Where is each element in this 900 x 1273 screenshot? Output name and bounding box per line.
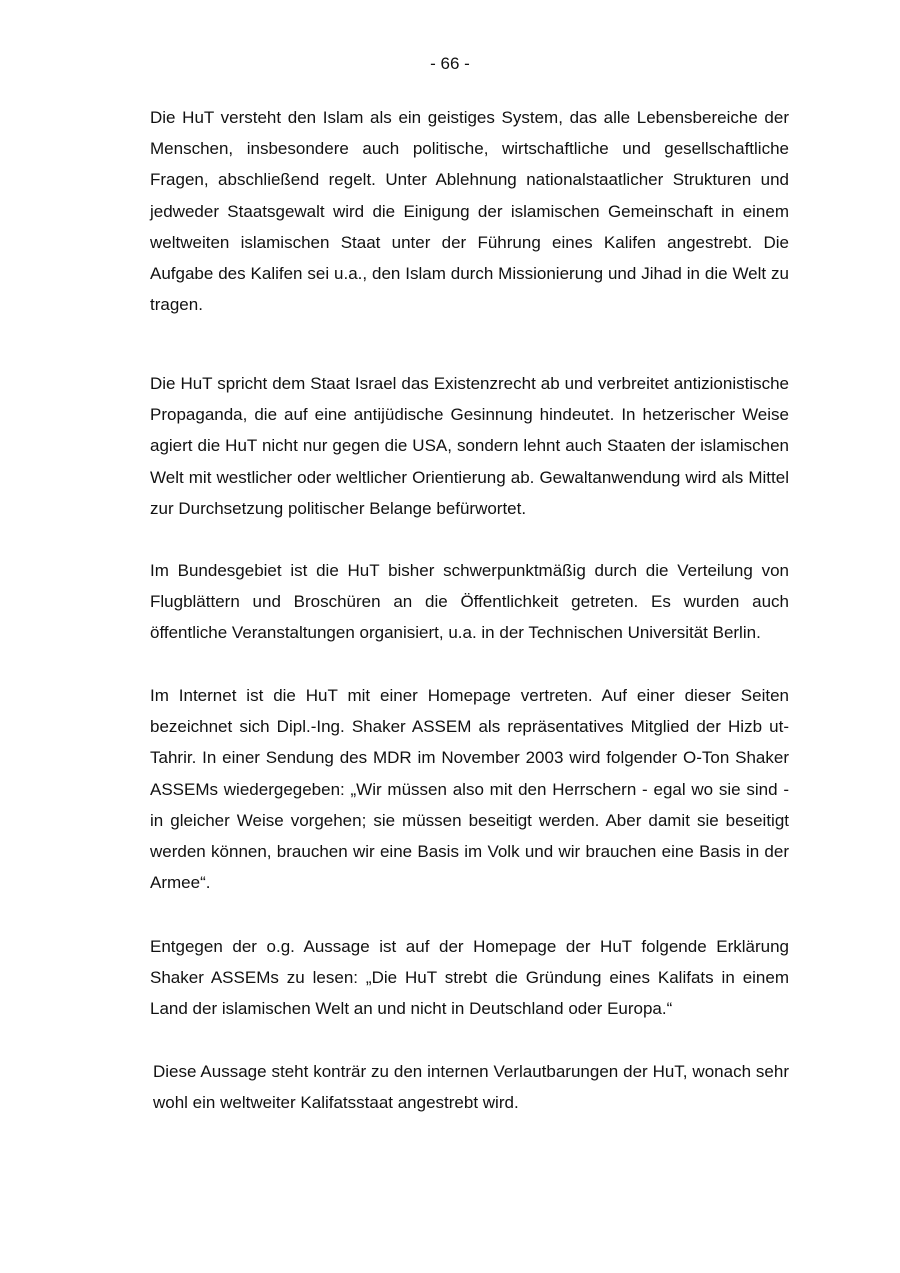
paragraph-bundesgebiet: Im Bundesgebiet ist die HuT bisher schwerpunktmäßig durch die Verteilung von Flugblättern und Broschüren an die Öffentlichkeit getreten. Es wurden auch öffentliche Veranstaltungen organisiert, u.a. in der Technischen Universität Berlin. (150, 561, 789, 643)
paragraph-internet-homepage: Im Internet ist die HuT mit einer Homepage vertreten. Auf einer dieser Seiten bezeichnet sich Dipl.-Ing. Shaker ASSEM als repräsentatives Mitglied der Hizb ut-Tahrir. In einer Sendung des MDR im November 2003 wird folgender O-Ton Shaker ASSEMs wiedergegeben: „Wir müssen also mit den Herrschern - egal wo sie sind - in gleicher Weise vorgehen; sie müssen beseitigt werden. Aber damit sie beseitigt werden können, brauchen wir eine Basis im Volk und wir brauchen eine Basis in der Armee“. (150, 686, 789, 893)
paragraph-israel-propaganda: Die HuT spricht dem Staat Israel das Existenzrecht ab und verbreitet antizionistische Propaganda, die auf eine antijüdische Gesinnung hindeutet. In hetzerischer Weise agiert die HuT nicht nur gegen die USA, sondern lehnt auch Staaten der islamischen Welt mit westlicher oder weltlicher Orientierung ab. Gewaltanwendung wird als Mittel zur Durchsetzung politischer Belange befürwortet. (150, 374, 789, 518)
page-number: - 66 - (430, 54, 470, 73)
paragraph-islam-system: Die HuT versteht den Islam als ein geistiges System, das alle Lebensbereiche der Menschen, insbesondere auch politische, wirtschaftliche und gesellschaftliche Fragen, abschließend regelt. Unter Ablehnung nationalstaatlicher Strukturen und jedweder Staatsgewalt wird die Einigung der islamischen Gemeinschaft in einem weltweiten islamischen Staat unter der Führung eines Kalifen angestrebt. Die Aufgabe des Kalifen sei u.a., den Islam durch Missionierung und Jihad in die Welt zu tragen. (150, 108, 789, 315)
paragraph-homepage-statement: Entgegen der o.g. Aussage ist auf der Homepage der HuT folgende Erklärung Shaker ASSEMs zu lesen: „Die HuT strebt die Gründung eines Kalifats in einem Land der islamischen Welt an und nicht in Deutschland oder Europa.“ (150, 937, 789, 1019)
paragraph-conclusion: Diese Aussage steht konträr zu den internen Verlautbarungen der HuT, wonach sehr wohl ein weltweiter Kalifatsstaat angestrebt wird. (153, 1062, 789, 1113)
